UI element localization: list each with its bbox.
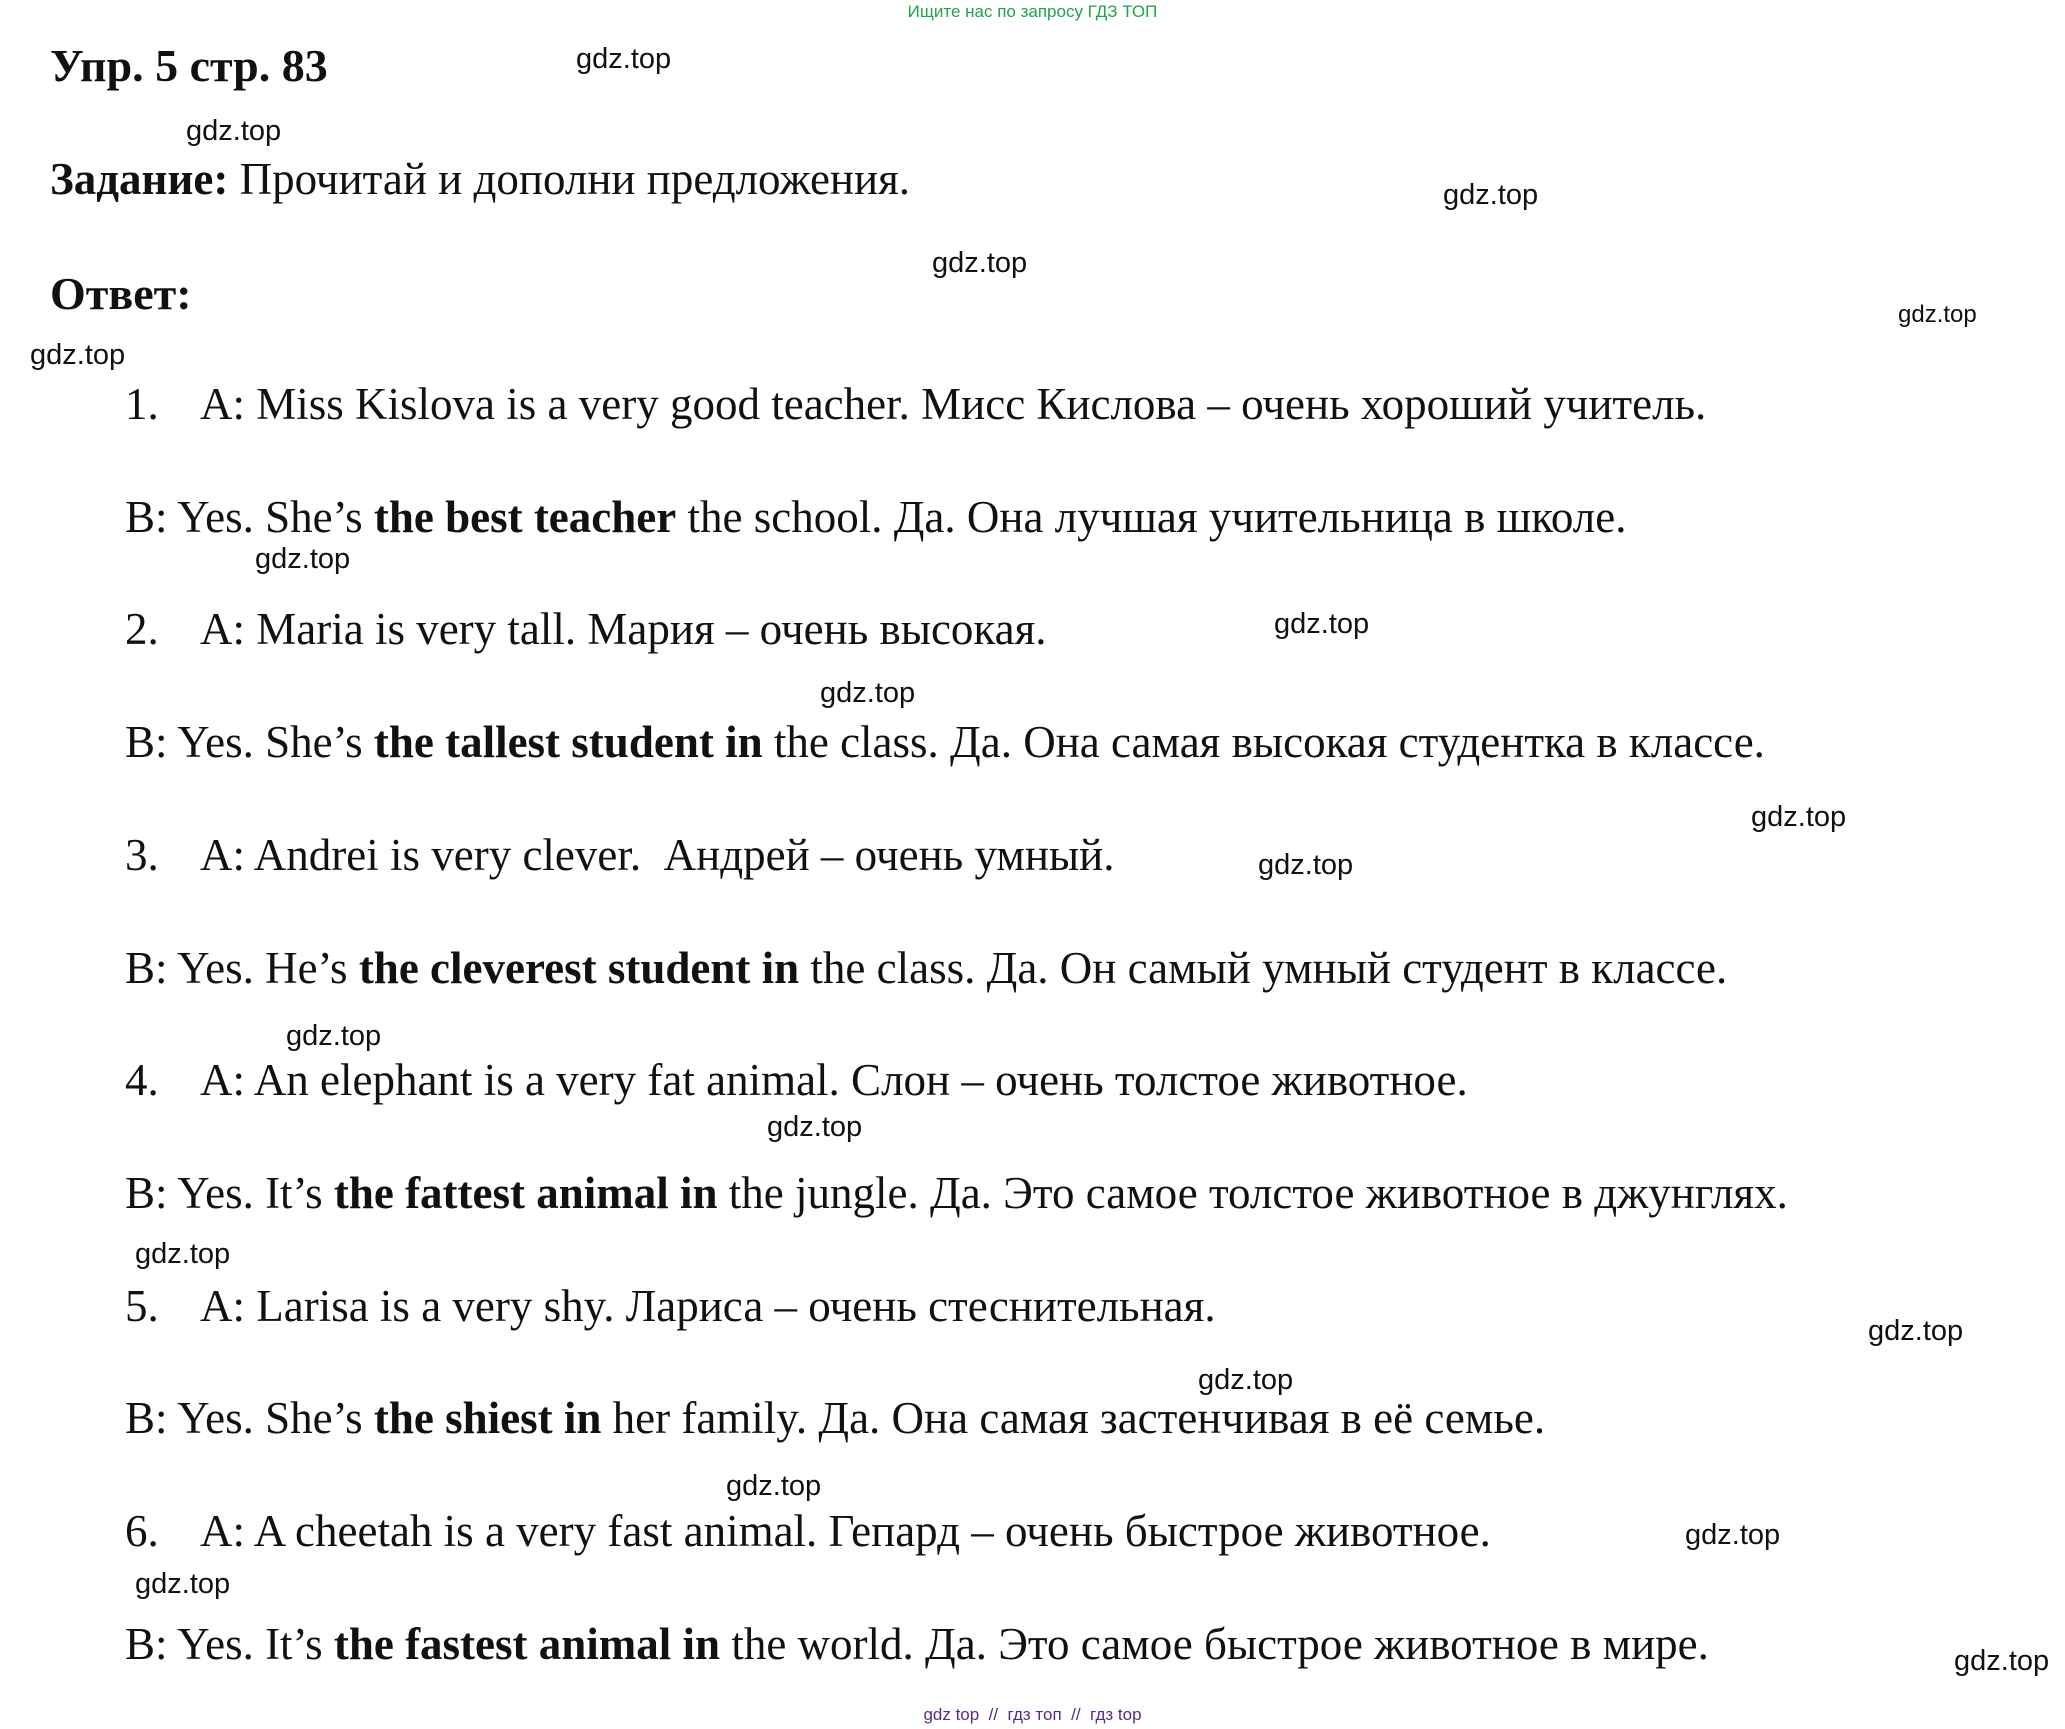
answer-suffix: the school. Да. Она лучшая учительница в школе.: [676, 492, 1627, 542]
item-number: 3.: [125, 830, 159, 880]
watermark: gdz.top: [1868, 1315, 1964, 1347]
item-6-b: [125, 1617, 1709, 1671]
item-question: A: An elephant is a very fat animal. Слон – очень толстое животное.: [200, 1055, 1468, 1105]
item-number: 2.: [125, 604, 159, 654]
watermark: gdz.top: [1954, 1645, 2050, 1677]
watermark: gdz.top: [135, 1238, 231, 1270]
answer-highlight: the fastest animal in: [333, 1619, 721, 1669]
answer-prefix: B: Yes. He’s: [125, 943, 359, 993]
watermark: gdz.top: [820, 677, 916, 709]
item-3-b: [125, 941, 1727, 995]
watermark: gdz.top: [726, 1470, 822, 1502]
item-question: A: Andrei is very clever. Андрей – очень умный.: [200, 830, 1115, 880]
answer-highlight: the best teacher: [373, 492, 677, 542]
answer-prefix: B: Yes. She’s: [125, 717, 374, 767]
watermark: gdz.top: [576, 43, 672, 75]
answer-suffix: her family. Да. Она самая застенчивая в её семье.: [601, 1393, 1546, 1443]
footer: gdz top // гдз топ // гдз top: [923, 1705, 1142, 1724]
item-4-a: [125, 1053, 1468, 1107]
item-4-b: [125, 1166, 1788, 1220]
task-label: Задание:: [50, 154, 229, 204]
watermark: gdz.top: [135, 1568, 231, 1600]
item-2-b: [125, 715, 1765, 769]
item-1-a: [125, 377, 1706, 431]
item-question: A: Miss Kislova is a very good teacher. Мисс Кислова – очень хороший учитель.: [200, 379, 1707, 429]
watermark: gdz.top: [1685, 1519, 1781, 1551]
task-text: Прочитай и дополни предложения.: [228, 154, 911, 204]
item-number: 5.: [125, 1281, 159, 1331]
answer-suffix: the class. Да. Он самый умный студент в классе.: [799, 943, 1728, 993]
answer-suffix: the world. Да. Это самое быстрое животное в мире.: [720, 1619, 1709, 1669]
answer-suffix: the jungle. Да. Это самое толстое животное в джунглях.: [717, 1168, 1788, 1218]
item-1-b: [125, 490, 1626, 544]
watermark: gdz.top: [1258, 849, 1354, 881]
item-question: A: Maria is very tall. Мария – очень высокая.: [200, 604, 1047, 654]
item-number: 6.: [125, 1506, 159, 1556]
watermark: gdz.top: [30, 339, 126, 371]
page-title: Упр. 5 стр. 83: [50, 40, 328, 91]
watermark: gdz.top: [1198, 1364, 1294, 1396]
answer-highlight: the fattest animal in: [333, 1168, 718, 1218]
task-line: [50, 152, 910, 206]
answer-prefix: B: Yes. It’s: [125, 1619, 334, 1669]
top-banner: Ищите нас по запросу ГДЗ ТОП: [907, 2, 1158, 21]
watermark: gdz.top: [1751, 801, 1847, 833]
answer-prefix: B: Yes. It’s: [125, 1168, 334, 1218]
watermark: gdz.top: [186, 115, 282, 147]
watermark: gdz.top: [286, 1020, 382, 1052]
watermark: gdz.top: [767, 1111, 863, 1143]
item-number: 4.: [125, 1055, 159, 1105]
answer-highlight: the cleverest student in: [358, 943, 800, 993]
item-3-a: [125, 828, 1114, 882]
answer-highlight: the shiest in: [373, 1393, 602, 1443]
answer-label: Ответ:: [50, 268, 192, 319]
watermark: gdz.top: [1443, 179, 1539, 211]
answer-suffix: the class. Да. Она самая высокая студентка в классе.: [762, 717, 1765, 767]
watermark: gdz.top: [255, 543, 351, 575]
watermark: gdz.top: [932, 247, 1028, 279]
watermark: gdz.top: [1898, 301, 1977, 328]
item-6-a: [125, 1504, 1491, 1558]
answer-prefix: B: Yes. She’s: [125, 1393, 374, 1443]
answer-prefix: B: Yes. She’s: [125, 492, 374, 542]
watermark: gdz.top: [1274, 608, 1370, 640]
item-5-a: [125, 1279, 1216, 1333]
answer-highlight: the tallest student in: [373, 717, 763, 767]
item-5-b: [125, 1391, 1545, 1445]
item-number: 1.: [125, 379, 159, 429]
item-2-a: [125, 602, 1047, 656]
item-question: A: Larisa is a very shy. Лариса – очень стеснительная.: [200, 1281, 1216, 1331]
item-question: A: A cheetah is a very fast animal. Гепард – очень быстрое животное.: [200, 1506, 1491, 1556]
